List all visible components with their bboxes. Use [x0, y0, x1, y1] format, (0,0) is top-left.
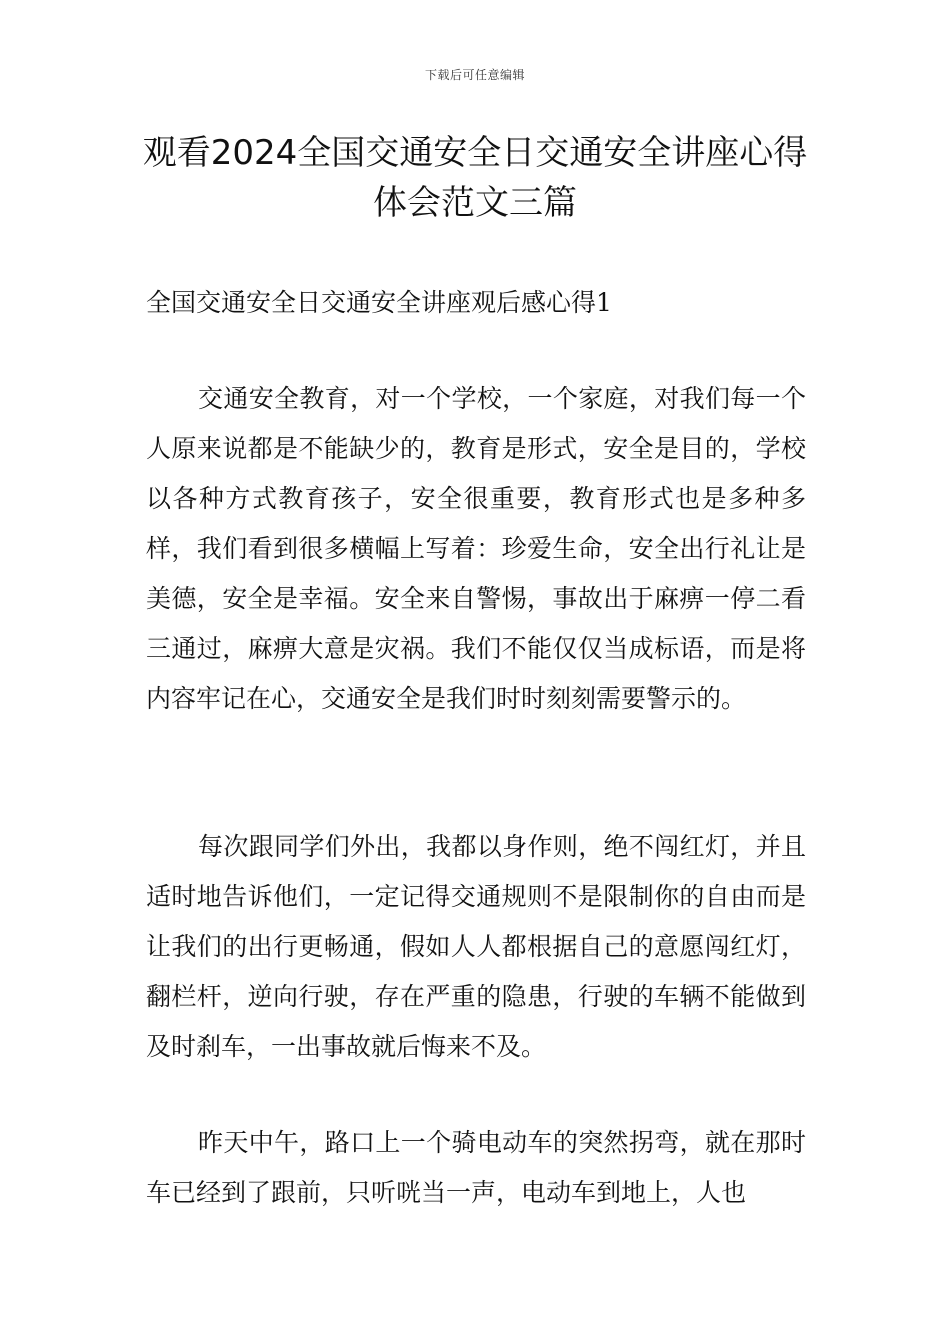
- section-heading: 全国交通安全日交通安全讲座观后感心得1: [146, 288, 612, 317]
- paragraph-1: 交通安全教育，对一个学校，一个家庭，对我们每一个人原来说都是不能缺少的，教育是形式，安全是目的，学校以各种方式教育孩子，安全很重要，教育形式也是多种多样，我们看到很多横幅上写着：珍爱生命，安全出行礼让是美德，安全是幸福。安全来自警惕，事故出于麻痹一停二看三通过，麻痹大意是灾祸。我们不能仅仅当成标语，而是将内容牢记在心，交通安全是我们时时刻刻需要警示的。: [146, 384, 806, 713]
- header-note: 下载后可任意编辑: [424, 68, 525, 82]
- paragraph-3: 昨天中午，路口上一个骑电动车的突然拐弯，就在那时车已经到了跟前，只听咣当一声，电动车到地上，人也: [146, 1128, 806, 1207]
- paragraph-2: 每次跟同学们外出，我都以身作则，绝不闯红灯，并且适时地告诉他们，一定记得交通规则不是限制你的自由而是让我们的出行更畅通，假如人人都根据自己的意愿闯红灯，翻栏杆，逆向行驶，存在严重的隐患，行驶的车辆不能做到及时刹车，一出事故就后悔来不及。: [146, 832, 806, 1061]
- document-title: 观看2024全国交通安全日交通安全讲座心得体会范文三篇: [142, 133, 808, 223]
